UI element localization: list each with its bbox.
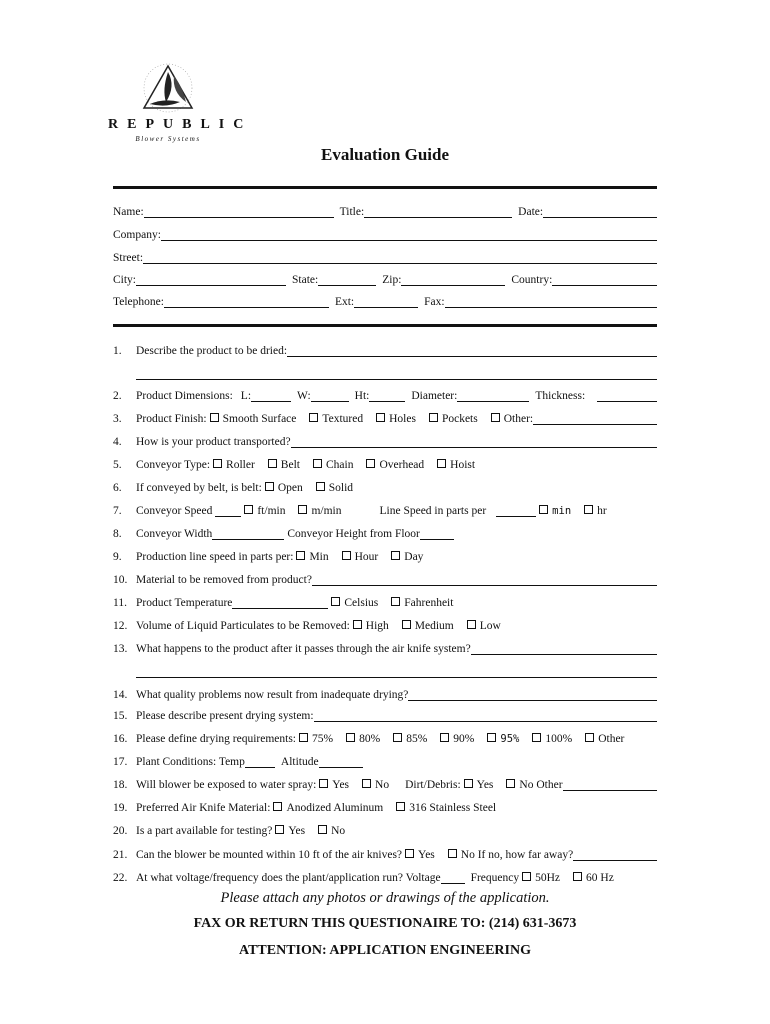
material-stainless-option[interactable]: 316 Stainless Steel <box>393 802 496 814</box>
state-field[interactable] <box>318 273 376 286</box>
drying-75-option[interactable]: 75% <box>296 733 333 745</box>
checkbox-icon <box>405 849 414 858</box>
finish-holes-option[interactable]: Holes <box>373 413 416 425</box>
dirt-yes-option[interactable]: Yes <box>461 779 494 791</box>
question-number: 7. <box>113 505 122 517</box>
question-number: 9. <box>113 551 122 563</box>
question-text: What quality problems now result from inadequate drying? <box>136 689 409 701</box>
conveyor-overhead-option[interactable]: Overhead <box>363 459 424 471</box>
question-number: 6. <box>113 482 122 494</box>
ext-field[interactable] <box>354 295 418 308</box>
question-text: At what voltage/frequency does the plant/application run? Voltage <box>136 872 441 884</box>
volume-low-option[interactable]: Low <box>464 620 501 632</box>
checkbox-icon <box>573 872 582 881</box>
mount-no-option[interactable]: No If no, how far away? <box>445 849 573 861</box>
checkbox-icon <box>313 459 322 468</box>
dirt-other-field[interactable] <box>563 778 657 791</box>
question-number: 21. <box>113 849 128 861</box>
checkbox-icon <box>210 413 219 422</box>
question-6 <box>113 476 657 494</box>
checkbox-icon <box>440 733 449 742</box>
after-air-knife-field[interactable] <box>471 642 657 655</box>
checkbox-icon <box>532 733 541 742</box>
checkbox-icon <box>448 849 457 858</box>
drying-system-field[interactable] <box>314 709 657 722</box>
contact-row-4 <box>113 268 657 286</box>
product-temperature-field[interactable] <box>232 596 328 609</box>
checkbox-icon <box>275 825 284 834</box>
conveyor-belt-option[interactable]: Belt <box>265 459 300 471</box>
material-aluminum-option[interactable]: Anodized Aluminum <box>270 802 383 814</box>
contact-row-5 <box>113 290 657 308</box>
checkbox-icon <box>391 597 400 606</box>
contact-row-2 <box>113 223 657 241</box>
finish-textured-option[interactable]: Textured <box>306 413 363 425</box>
city-field[interactable] <box>136 273 286 286</box>
volume-medium-option[interactable]: Medium <box>399 620 454 632</box>
belt-open-option[interactable]: Open <box>262 482 303 494</box>
checkbox-icon <box>273 802 282 811</box>
question-text: Can the blower be mounted within 10 ft of the air knives? <box>136 849 403 861</box>
checkbox-icon <box>342 551 351 560</box>
question-number: 11. <box>113 597 127 609</box>
street-field[interactable] <box>143 251 657 264</box>
question-number: 13. <box>113 643 128 655</box>
checkbox-icon <box>346 733 355 742</box>
title-label: Title: <box>339 206 365 218</box>
checkbox-icon <box>299 733 308 742</box>
question-text: How is your product transported? <box>136 436 291 448</box>
height-label: Ht: <box>354 390 370 402</box>
question-5 <box>113 453 657 471</box>
volume-high-option[interactable]: High <box>350 620 389 632</box>
voltage-field[interactable] <box>441 871 465 884</box>
checkbox-icon <box>268 459 277 468</box>
question-text: Conveyor Speed <box>136 505 213 517</box>
mount-yes-option[interactable]: Yes <box>402 849 435 861</box>
finish-other-option[interactable]: Other: <box>488 413 533 425</box>
altitude-label: Altitude <box>280 756 319 768</box>
checkbox-icon <box>506 779 515 788</box>
telephone-field[interactable] <box>164 295 329 308</box>
question-13 <box>113 637 657 655</box>
middle-divider <box>113 324 657 327</box>
checkbox-icon <box>265 482 274 491</box>
question-21 <box>113 843 657 861</box>
line-speed-field[interactable] <box>496 504 536 517</box>
question-number: 3. <box>113 413 122 425</box>
checkbox-icon <box>393 733 402 742</box>
question-number: 8. <box>113 528 122 540</box>
question-18 <box>113 773 657 791</box>
checkbox-icon <box>396 802 405 811</box>
conveyor-height-field[interactable] <box>420 527 454 540</box>
question-15 <box>113 704 657 722</box>
question-1 <box>113 339 657 357</box>
question-text: Plant Conditions: Temp <box>136 756 245 768</box>
checkbox-icon <box>585 733 594 742</box>
checkbox-icon <box>467 620 476 629</box>
drying-80-option[interactable]: 80% <box>343 733 380 745</box>
checkbox-icon <box>244 505 253 514</box>
width-field[interactable] <box>311 389 349 402</box>
question-9 <box>113 545 657 563</box>
material-removed-field[interactable] <box>312 573 657 586</box>
question-text: Will blower be exposed to water spray: <box>136 779 317 791</box>
company-field[interactable] <box>161 228 657 241</box>
question-number: 22. <box>113 872 128 884</box>
checkbox-icon <box>391 551 400 560</box>
question-text: Production line speed in parts per: <box>136 551 294 563</box>
parts-per-min-option[interactable]: Min <box>293 551 328 563</box>
checkbox-icon <box>298 505 307 514</box>
question-8 <box>113 522 657 540</box>
question-text: Product Finish: <box>136 413 207 425</box>
question-number: 17. <box>113 756 128 768</box>
question-text: Please describe present drying system: <box>136 710 314 722</box>
checkbox-icon <box>491 413 500 422</box>
how-far-field[interactable] <box>573 848 657 861</box>
question-number: 19. <box>113 802 128 814</box>
page-title: Evaluation Guide <box>320 145 449 164</box>
conveyor-width-field[interactable] <box>212 527 284 540</box>
checkbox-icon <box>464 779 473 788</box>
city-label: City: <box>113 274 137 286</box>
speed-ftmin-option[interactable]: ft/min <box>241 505 285 517</box>
drying-100-option[interactable]: 100% <box>529 733 572 745</box>
line-speed-min-option[interactable]: min <box>536 505 571 517</box>
question-2 <box>113 384 657 402</box>
question-22 <box>113 866 657 884</box>
question-number: 2. <box>113 390 122 402</box>
checkbox-icon <box>429 413 438 422</box>
ext-label: Ext: <box>334 296 355 308</box>
height-field[interactable] <box>369 389 405 402</box>
telephone-label: Telephone: <box>113 296 164 308</box>
name-label: Name: <box>113 206 144 218</box>
question-number: 4. <box>113 436 122 448</box>
question-number: 1. <box>113 345 122 357</box>
question-10 <box>113 568 657 586</box>
question-number: 5. <box>113 459 122 471</box>
parts-per-day-option[interactable]: Day <box>388 551 423 563</box>
question-16 <box>113 727 657 745</box>
width-label: W: <box>297 390 311 402</box>
zip-field[interactable] <box>401 273 505 286</box>
question-4 <box>113 430 657 448</box>
finish-other-field[interactable] <box>533 412 657 425</box>
conveyor-height-label: Conveyor Height from Floor <box>287 528 420 540</box>
state-label: State: <box>292 274 319 286</box>
question-text: Conveyor Type: <box>136 459 211 471</box>
checkbox-icon <box>318 825 327 834</box>
republic-logo <box>108 62 253 152</box>
country-label: Country: <box>511 274 553 286</box>
question-3 <box>113 407 657 425</box>
question-text: Preferred Air Knife Material: <box>136 802 271 814</box>
drying-other-option[interactable]: Other <box>582 733 624 745</box>
parts-per-hour-option[interactable]: Hour <box>339 551 379 563</box>
dirt-no-option[interactable]: No Other <box>503 779 562 791</box>
question-number: 10. <box>113 574 128 586</box>
freq-50hz-option[interactable]: 50Hz <box>519 872 560 884</box>
question-text: Please define drying requirements: <box>136 733 296 745</box>
checkbox-icon <box>584 505 593 514</box>
finish-smooth-option[interactable]: Smooth Surface <box>207 413 297 425</box>
part-no-option[interactable]: No <box>315 825 345 837</box>
zip-label: Zip: <box>382 274 402 286</box>
speed-mmin-option[interactable]: m/min <box>295 505 341 517</box>
water-yes-option[interactable]: Yes <box>316 779 349 791</box>
top-divider <box>113 186 657 189</box>
conveyor-chain-option[interactable]: Chain <box>310 459 353 471</box>
logo-wordmark: REPUBLIC <box>108 117 253 132</box>
question-text: Is a part available for testing? <box>136 825 273 837</box>
belt-solid-option[interactable]: Solid <box>313 482 353 494</box>
checkbox-icon <box>316 482 325 491</box>
question-19 <box>113 796 657 814</box>
diameter-field[interactable] <box>457 389 529 402</box>
dirt-debris-label: Dirt/Debris: <box>405 779 461 791</box>
question-20 <box>113 819 657 837</box>
question-text: Material to be removed from product? <box>136 574 312 586</box>
diameter-label: Diameter: <box>411 390 458 402</box>
altitude-field[interactable] <box>319 755 363 768</box>
date-field[interactable] <box>543 205 657 218</box>
thickness-label: Thickness: <box>535 390 586 402</box>
product-description-field-2[interactable] <box>136 367 657 380</box>
question-text: Product Dimensions: <box>136 390 233 402</box>
plant-temp-field[interactable] <box>245 755 275 768</box>
question-number: 15. <box>113 710 128 722</box>
line-speed-label: Line Speed in parts per <box>379 505 487 517</box>
drying-95-option[interactable]: 95% <box>484 733 519 745</box>
fax-field[interactable] <box>445 295 657 308</box>
question-14 <box>113 683 657 701</box>
conveyor-hoist-option[interactable]: Hoist <box>434 459 475 471</box>
question-17 <box>113 750 657 768</box>
attach-note: Please attach any photos or drawings of the application. <box>220 890 550 906</box>
quality-problems-field[interactable] <box>408 688 657 701</box>
part-yes-option[interactable]: Yes <box>272 825 305 837</box>
date-label: Date: <box>518 206 544 218</box>
company-label: Company: <box>113 229 161 241</box>
question-11 <box>113 591 657 609</box>
street-label: Street: <box>113 252 144 264</box>
question-text: Product Temperature <box>136 597 233 609</box>
checkbox-icon <box>213 459 222 468</box>
fax-label: Fax: <box>424 296 445 308</box>
checkbox-icon <box>366 459 375 468</box>
checkbox-icon <box>362 779 371 788</box>
question-number: 12. <box>113 620 128 632</box>
product-description-field[interactable] <box>287 344 657 357</box>
question-number: 20. <box>113 825 128 837</box>
transport-field[interactable] <box>291 435 657 448</box>
checkbox-icon <box>376 413 385 422</box>
conveyor-roller-option[interactable]: Roller <box>210 459 255 471</box>
question-number: 16. <box>113 733 128 745</box>
checkbox-icon <box>331 597 340 606</box>
length-label: L: <box>240 390 252 402</box>
fax-instructions: FAX OR RETURN THIS QUESTIONAIRE TO: (214) 631-3673 <box>193 916 577 931</box>
country-field[interactable] <box>552 273 657 286</box>
title-field[interactable] <box>364 205 512 218</box>
checkbox-icon <box>309 413 318 422</box>
line-speed-hr-option[interactable]: hr <box>581 505 607 517</box>
checkbox-icon <box>539 505 548 514</box>
question-number: 18. <box>113 779 128 791</box>
drying-85-option[interactable]: 85% <box>390 733 427 745</box>
question-13-extra-line <box>136 660 657 678</box>
checkbox-icon <box>353 620 362 629</box>
temp-celsius-option[interactable]: Celsius <box>328 597 378 609</box>
conveyor-speed-field[interactable] <box>215 504 241 517</box>
contact-row-3 <box>113 246 657 264</box>
checkbox-icon <box>319 779 328 788</box>
question-7 <box>113 499 657 517</box>
question-text: If conveyed by belt, is belt: <box>136 482 262 494</box>
drying-90-option[interactable]: 90% <box>437 733 474 745</box>
question-1-extra-line <box>136 362 657 380</box>
finish-pockets-option[interactable]: Pockets <box>426 413 478 425</box>
question-text: Volume of Liquid Particulates to be Removed: <box>136 620 350 632</box>
checkbox-icon <box>402 620 411 629</box>
frequency-label: Frequency <box>470 872 520 884</box>
temp-fahrenheit-option[interactable]: Fahrenheit <box>388 597 453 609</box>
thickness-field[interactable] <box>597 389 657 402</box>
checkbox-icon <box>296 551 305 560</box>
checkbox-icon <box>487 733 496 742</box>
attention-line: ATTENTION: APPLICATION ENGINEERING <box>239 943 531 958</box>
checkbox-icon <box>437 459 446 468</box>
contact-row-1 <box>113 200 657 218</box>
question-12 <box>113 614 657 632</box>
water-no-option[interactable]: No <box>359 779 389 791</box>
question-text: Describe the product to be dried: <box>136 345 288 357</box>
logo-subtitle: Blower Systems <box>135 135 201 143</box>
freq-60hz-option[interactable]: 60 Hz <box>570 872 614 884</box>
checkbox-icon <box>522 872 531 881</box>
triangle-swirl-icon <box>136 62 200 114</box>
name-field[interactable] <box>144 205 334 218</box>
question-number: 14. <box>113 689 128 701</box>
question-text: Conveyor Width <box>136 528 213 540</box>
length-field[interactable] <box>251 389 291 402</box>
after-air-knife-field-2[interactable] <box>136 665 657 678</box>
question-text: What happens to the product after it passes through the air knife system? <box>136 643 471 655</box>
